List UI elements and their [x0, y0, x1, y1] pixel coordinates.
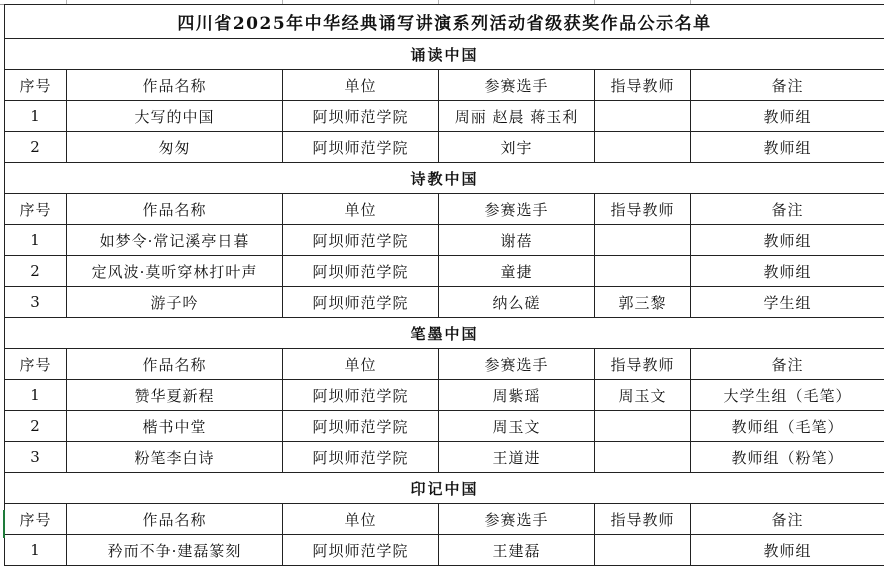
unit-cell[interactable]: 阿坝师范学院: [283, 411, 439, 442]
note-cell[interactable]: 学生组: [691, 287, 884, 318]
header-unit[interactable]: 单位: [283, 194, 439, 225]
player-cell[interactable]: 纳么磋: [439, 287, 595, 318]
header-row: [5, 70, 884, 101]
table-row: [5, 225, 884, 256]
table-row: [5, 380, 884, 411]
work-name-cell[interactable]: 游子吟: [67, 287, 283, 318]
unit-cell[interactable]: 阿坝师范学院: [283, 535, 439, 566]
index-cell[interactable]: 3: [5, 287, 67, 318]
player-cell[interactable]: 周紫瑶: [439, 380, 595, 411]
unit-cell[interactable]: 阿坝师范学院: [283, 287, 439, 318]
header-player[interactable]: 参赛选手: [439, 349, 595, 380]
index-cell[interactable]: 2: [5, 132, 67, 163]
work-name-cell[interactable]: 匆匆: [67, 132, 283, 163]
table-row: [5, 132, 884, 163]
header-unit[interactable]: 单位: [283, 70, 439, 101]
header-index[interactable]: 序号: [5, 194, 67, 225]
player-cell[interactable]: 王建磊: [439, 535, 595, 566]
section-row: [5, 318, 884, 349]
table-row: [5, 442, 884, 473]
index-cell[interactable]: 2: [5, 411, 67, 442]
player-cell[interactable]: 王道进: [439, 442, 595, 473]
header-row: [5, 194, 884, 225]
index-cell[interactable]: 3: [5, 442, 67, 473]
work-name-cell[interactable]: 如梦令·常记溪亭日暮: [67, 225, 283, 256]
note-cell[interactable]: 教师组: [691, 535, 884, 566]
note-cell[interactable]: 教师组: [691, 256, 884, 287]
work-name-cell[interactable]: 楷书中堂: [67, 411, 283, 442]
teacher-cell[interactable]: [595, 256, 691, 287]
unit-cell[interactable]: 阿坝师范学院: [283, 380, 439, 411]
header-note[interactable]: 备注: [691, 70, 884, 101]
header-unit[interactable]: 单位: [283, 504, 439, 535]
section-title[interactable]: 笔墨中国: [5, 318, 884, 349]
teacher-cell[interactable]: [595, 442, 691, 473]
unit-cell[interactable]: 阿坝师范学院: [283, 101, 439, 132]
header-teacher[interactable]: 指导教师: [595, 194, 691, 225]
header-note[interactable]: 备注: [691, 194, 884, 225]
table-row: [5, 535, 884, 566]
teacher-cell[interactable]: [595, 101, 691, 132]
header-player[interactable]: 参赛选手: [439, 70, 595, 101]
note-cell[interactable]: 教师组: [691, 225, 884, 256]
header-note[interactable]: 备注: [691, 504, 884, 535]
work-name-cell[interactable]: 定风波·莫听穿林打叶声: [67, 256, 283, 287]
teacher-cell[interactable]: [595, 411, 691, 442]
header-work-name[interactable]: 作品名称: [67, 504, 283, 535]
header-unit[interactable]: 单位: [283, 349, 439, 380]
work-name-cell[interactable]: 矜而不争·建磊篆刻: [67, 535, 283, 566]
header-player[interactable]: 参赛选手: [439, 504, 595, 535]
table-row: [5, 101, 884, 132]
unit-cell[interactable]: 阿坝师范学院: [283, 132, 439, 163]
section-title[interactable]: 印记中国: [5, 473, 884, 504]
header-index[interactable]: 序号: [5, 70, 67, 101]
note-cell[interactable]: 大学生组（毛笔）: [691, 380, 884, 411]
header-teacher[interactable]: 指导教师: [595, 349, 691, 380]
table-row: [5, 411, 884, 442]
section-row: [5, 163, 884, 194]
index-cell[interactable]: 1: [5, 101, 67, 132]
table-row: [5, 256, 884, 287]
header-index[interactable]: 序号: [5, 504, 67, 535]
header-teacher[interactable]: 指导教师: [595, 504, 691, 535]
player-cell[interactable]: 刘宇: [439, 132, 595, 163]
player-cell[interactable]: 周丽 赵晨 蒋玉利: [439, 101, 595, 132]
note-cell[interactable]: 教师组: [691, 132, 884, 163]
note-cell[interactable]: 教师组（毛笔）: [691, 411, 884, 442]
teacher-cell[interactable]: 周玉文: [595, 380, 691, 411]
index-cell[interactable]: 1: [5, 225, 67, 256]
table-row: [5, 287, 884, 318]
work-name-cell[interactable]: 大写的中国: [67, 101, 283, 132]
title-row: [5, 5, 884, 39]
selected-cell-indicator: [3, 510, 5, 538]
note-cell[interactable]: 教师组: [691, 101, 884, 132]
index-cell[interactable]: 2: [5, 256, 67, 287]
header-work-name[interactable]: 作品名称: [67, 194, 283, 225]
player-cell[interactable]: 谢蓓: [439, 225, 595, 256]
teacher-cell[interactable]: [595, 535, 691, 566]
header-note[interactable]: 备注: [691, 349, 884, 380]
header-teacher[interactable]: 指导教师: [595, 70, 691, 101]
unit-cell[interactable]: 阿坝师范学院: [283, 256, 439, 287]
section-title[interactable]: 诵读中国: [5, 39, 884, 70]
player-cell[interactable]: 周玉文: [439, 411, 595, 442]
header-player[interactable]: 参赛选手: [439, 194, 595, 225]
page-title[interactable]: 四川省2025年中华经典诵写讲演系列活动省级获奖作品公示名单: [5, 5, 884, 39]
header-row: [5, 504, 884, 535]
note-cell[interactable]: 教师组（粉笔）: [691, 442, 884, 473]
header-work-name[interactable]: 作品名称: [67, 70, 283, 101]
header-work-name[interactable]: 作品名称: [67, 349, 283, 380]
section-title[interactable]: 诗教中国: [5, 163, 884, 194]
section-row: [5, 473, 884, 504]
index-cell[interactable]: 1: [5, 380, 67, 411]
teacher-cell[interactable]: [595, 225, 691, 256]
header-index[interactable]: 序号: [5, 349, 67, 380]
player-cell[interactable]: 童捷: [439, 256, 595, 287]
unit-cell[interactable]: 阿坝师范学院: [283, 442, 439, 473]
section-row: [5, 39, 884, 70]
teacher-cell[interactable]: [595, 132, 691, 163]
work-name-cell[interactable]: 赞华夏新程: [67, 380, 283, 411]
work-name-cell[interactable]: 粉笔李白诗: [67, 442, 283, 473]
header-row: [5, 349, 884, 380]
index-cell[interactable]: 1: [5, 535, 67, 566]
unit-cell[interactable]: 阿坝师范学院: [283, 225, 439, 256]
award-list-table: [4, 4, 884, 566]
teacher-cell[interactable]: 郭三黎: [595, 287, 691, 318]
